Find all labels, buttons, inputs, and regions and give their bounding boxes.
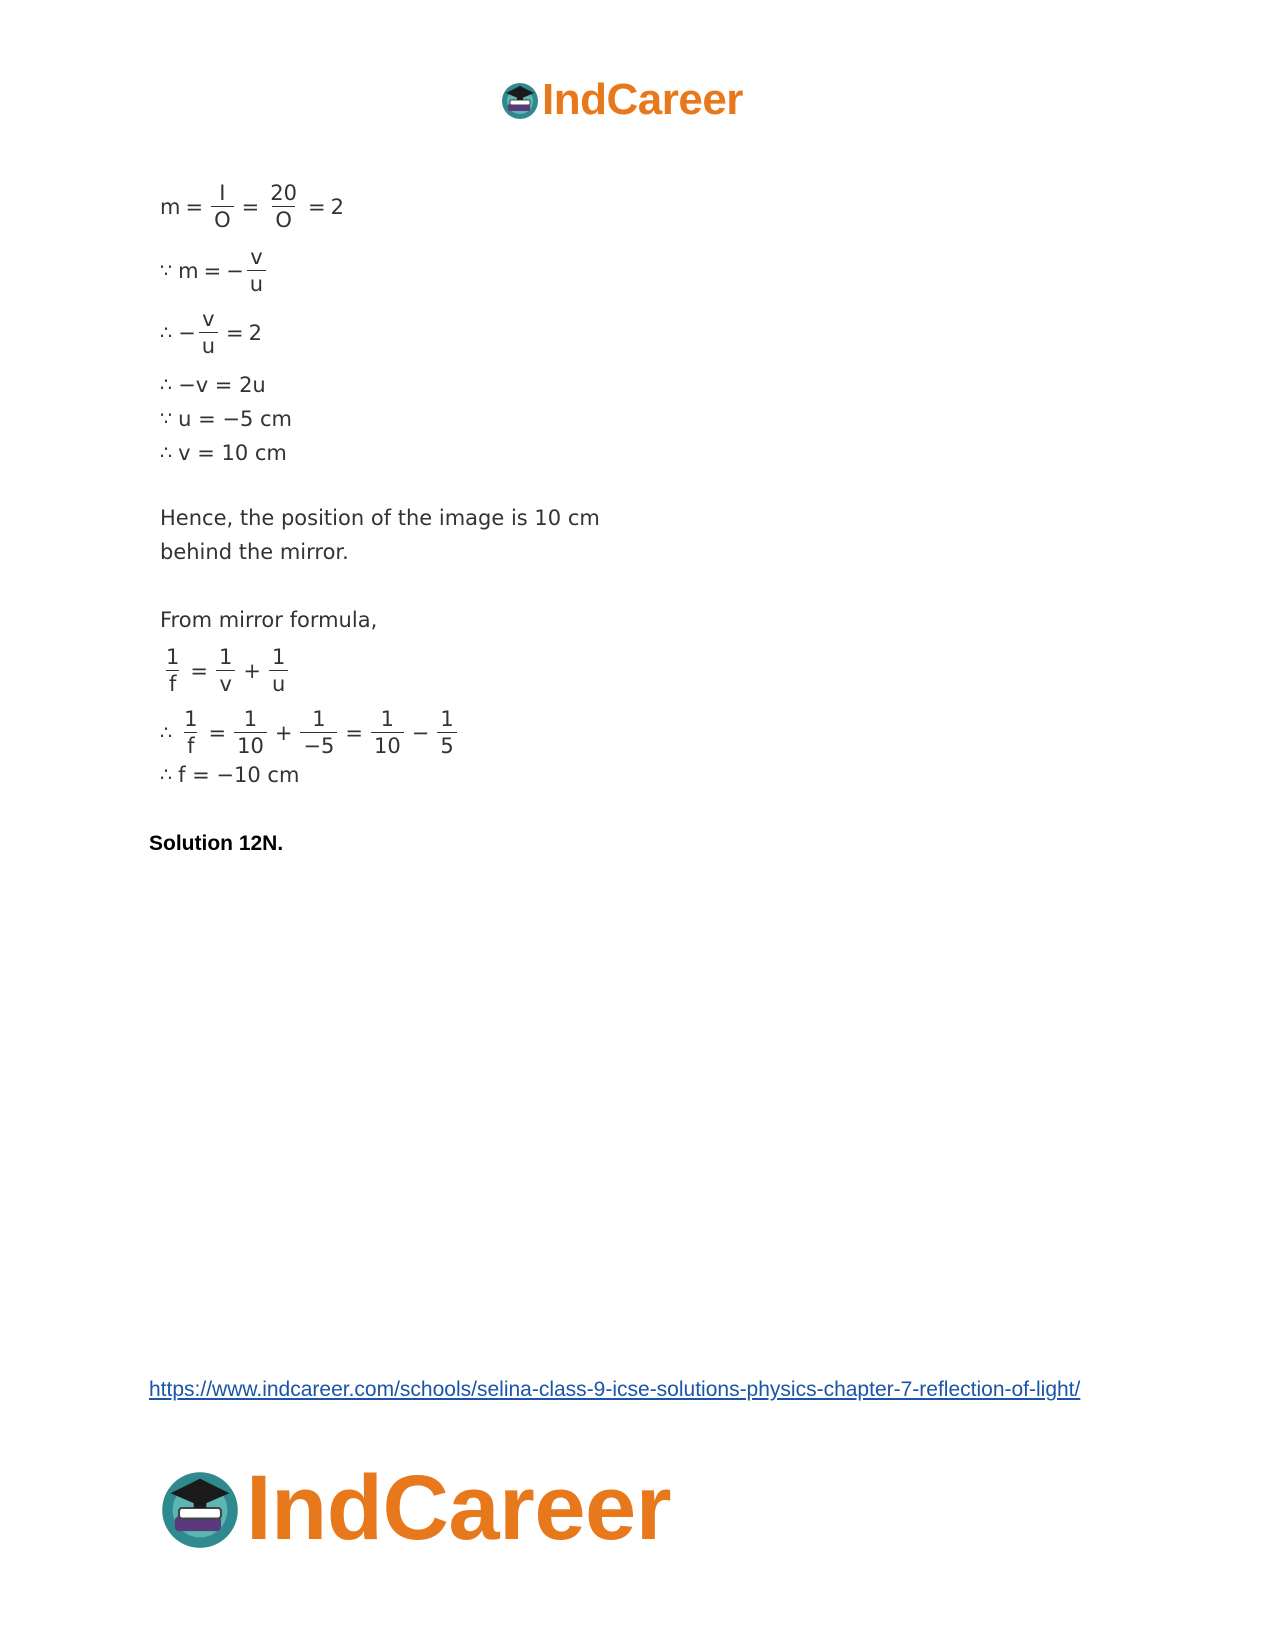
math-text: v = 10 cm [178, 441, 287, 465]
equation-focal-calc: ∴ $\frac{1}{f}$ = $\frac{1}{10}$ + $\frac{1}{-5}$ = $\frac{1}{10}$ − $\frac{1}{5}$ [160, 706, 460, 759]
fraction: $\frac{1}{-5}$ [300, 706, 337, 759]
logo-wordmark: IndCareer [246, 1457, 671, 1559]
math-text: u = −5 cm [178, 407, 292, 431]
math-text: − [226, 258, 244, 283]
math-text: 2 [330, 194, 344, 219]
header-logo [500, 75, 743, 124]
math-text: −v = 2u [178, 373, 266, 397]
logo-wordmark: IndCareer [542, 75, 743, 124]
fraction: $\frac{1}{10}$ [371, 706, 404, 759]
fraction: $\frac{1}{u}$ [269, 644, 288, 697]
footer-logo [158, 1457, 671, 1559]
therefore-symbol: ∴ [160, 442, 173, 464]
fraction: $\frac{1}{10}$ [234, 706, 267, 759]
fraction: $\frac{1}{f}$ [166, 645, 180, 696]
math-text: 2 [248, 320, 262, 345]
mirror-formula-intro: From mirror formula, [160, 608, 378, 632]
because-symbol: ∵ [160, 408, 173, 430]
fraction: $\frac{20}{O}$ [270, 181, 297, 232]
conclusion-paragraph: Hence, the position of the image is 10 cm behind the mirror. [160, 506, 600, 564]
fraction: $\frac{v}{u}$ [199, 306, 218, 359]
source-link[interactable]: https://www.indcareer.com/schools/selina-class-9-icse-solutions-physics-chapter-7-reflection-of-light/ [149, 1378, 1081, 1401]
equation-line [160, 407, 292, 431]
math-text: m [160, 194, 181, 219]
math-text: − [178, 320, 196, 345]
because-symbol: ∵ [160, 259, 173, 282]
equation-line [160, 763, 299, 787]
therefore-symbol: ∴ [160, 721, 173, 744]
therefore-symbol: ∴ [160, 764, 173, 786]
equation-m-definition: ∵ m = − $\frac{v}{u}$ [160, 244, 269, 297]
graduation-book-icon [500, 80, 540, 120]
fraction: $\frac{1}{f}$ [184, 707, 198, 758]
math-text: f = −10 cm [178, 763, 300, 787]
fraction: $\frac{v}{u}$ [247, 244, 266, 297]
fraction: $\frac{1}{v}$ [216, 644, 235, 697]
graduation-book-icon [158, 1466, 242, 1550]
fraction: $\frac{1}{5}$ [437, 706, 456, 759]
equation-mirror-formula: $\frac{1}{f}$ = $\frac{1}{v}$ + $\frac{1}{u}$ [160, 644, 291, 697]
equation-line [160, 373, 266, 397]
fraction: $\frac{I}{O}$ [211, 180, 234, 233]
solution-heading: Solution 12N. [149, 832, 284, 855]
equation-ratio: ∴ − $\frac{v}{u}$ = 2 [160, 307, 262, 358]
equation-line [160, 441, 287, 465]
math-text: m [178, 258, 199, 283]
therefore-symbol: ∴ [160, 374, 173, 396]
equation-magnification: m = $\frac{I}{O}$ = $\frac{20}{O}$ = 2 [160, 181, 344, 232]
therefore-symbol: ∴ [160, 321, 173, 344]
